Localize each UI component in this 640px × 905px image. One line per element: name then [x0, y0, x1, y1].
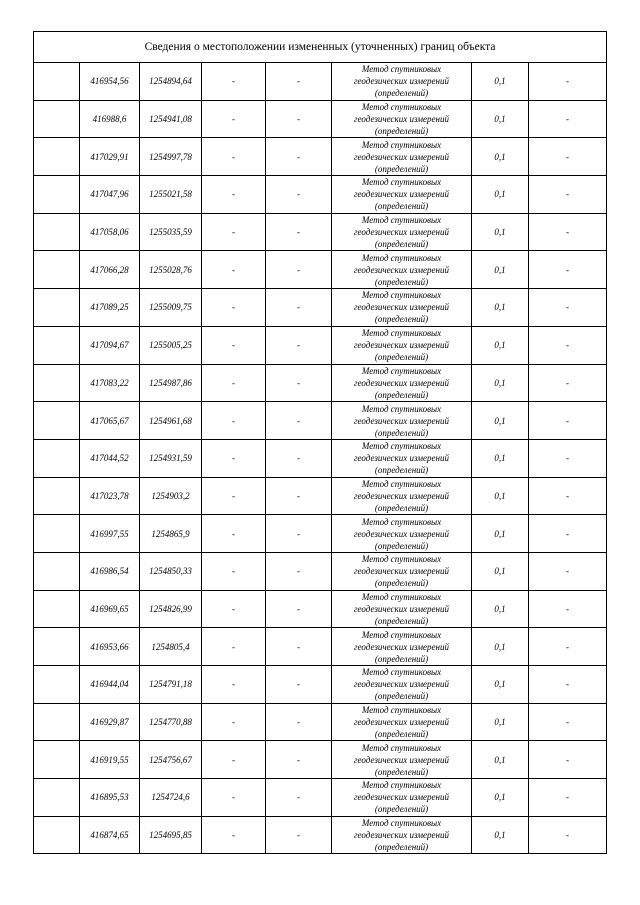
column-4-cell: -: [266, 402, 332, 440]
column-3-cell: -: [202, 816, 266, 854]
method-line: геодезических измерений: [354, 603, 449, 614]
x-coordinate-cell: 416997,55: [80, 515, 140, 553]
table-row: [34, 251, 607, 289]
accuracy-cell: 0,1: [472, 666, 529, 704]
column-4-cell: -: [266, 213, 332, 251]
column-4-cell: -: [266, 251, 332, 289]
method-line: Метод спутниковых: [361, 742, 442, 753]
accuracy-cell: 0,1: [472, 816, 529, 854]
point-number-cell: [34, 779, 80, 817]
y-coordinate-cell: 1255005,25: [140, 326, 202, 364]
accuracy-cell: 0,1: [472, 176, 529, 214]
method-line: (определений): [374, 352, 429, 363]
table-row: [34, 666, 607, 704]
point-number-cell: [34, 289, 80, 327]
method-line: Метод спутниковых: [361, 403, 442, 414]
accuracy-cell: 0,1: [472, 251, 529, 289]
point-number-cell: [34, 816, 80, 854]
column-4-cell: -: [266, 477, 332, 515]
column-3-cell: -: [202, 251, 266, 289]
y-coordinate-cell: 1254931,59: [140, 439, 202, 477]
column-4-cell: -: [266, 100, 332, 138]
column-3-cell: -: [202, 741, 266, 779]
column-3-cell: -: [202, 213, 266, 251]
method-cell: [332, 816, 472, 854]
column-4-cell: -: [266, 364, 332, 402]
method-line: Метод спутниковых: [361, 365, 442, 376]
accuracy-cell: 0,1: [472, 213, 529, 251]
y-coordinate-cell: 1254987,86: [140, 364, 202, 402]
column-8-cell: -: [529, 402, 607, 440]
accuracy-cell: 0,1: [472, 138, 529, 176]
method-cell: [332, 628, 472, 666]
column-3-cell: -: [202, 477, 266, 515]
column-3-cell: -: [202, 703, 266, 741]
column-4-cell: -: [266, 816, 332, 854]
method-cell: [332, 213, 472, 251]
point-number-cell: [34, 402, 80, 440]
method-cell: [332, 289, 472, 327]
method-line: Метод спутниковых: [361, 64, 442, 75]
method-line: Метод спутниковых: [361, 177, 442, 188]
method-cell: [332, 666, 472, 704]
method-line: Метод спутниковых: [361, 516, 442, 527]
column-4-cell: -: [266, 515, 332, 553]
x-coordinate-cell: 417029,91: [80, 138, 140, 176]
column-8-cell: -: [529, 477, 607, 515]
column-8-cell: -: [529, 439, 607, 477]
x-coordinate-cell: 417089,25: [80, 289, 140, 327]
point-number-cell: [34, 138, 80, 176]
table-row: [34, 402, 607, 440]
accuracy-cell: 0,1: [472, 326, 529, 364]
method-cell: [332, 176, 472, 214]
y-coordinate-cell: 1254941,08: [140, 100, 202, 138]
x-coordinate-cell: 416895,53: [80, 779, 140, 817]
column-3-cell: -: [202, 666, 266, 704]
method-line: Метод спутниковых: [361, 705, 442, 716]
y-coordinate-cell: 1254756,67: [140, 741, 202, 779]
column-8-cell: -: [529, 816, 607, 854]
column-3-cell: -: [202, 326, 266, 364]
method-cell: [332, 63, 472, 101]
method-cell: [332, 326, 472, 364]
method-line: геодезических измерений: [354, 528, 449, 539]
method-line: геодезических измерений: [354, 114, 449, 125]
point-number-cell: [34, 477, 80, 515]
method-line: Метод спутниковых: [361, 478, 442, 489]
method-line: (определений): [374, 804, 429, 815]
column-8-cell: -: [529, 552, 607, 590]
x-coordinate-cell: 416944,04: [80, 666, 140, 704]
accuracy-cell: 0,1: [472, 402, 529, 440]
method-line: геодезических измерений: [354, 76, 449, 87]
accuracy-cell: 0,1: [472, 364, 529, 402]
method-line: Метод спутниковых: [361, 667, 442, 678]
accuracy-cell: 0,1: [472, 703, 529, 741]
method-cell: [332, 138, 472, 176]
table-row: [34, 590, 607, 628]
x-coordinate-cell: 416919,55: [80, 741, 140, 779]
column-3-cell: -: [202, 364, 266, 402]
column-8-cell: -: [529, 213, 607, 251]
method-line: (определений): [374, 465, 429, 476]
column-8-cell: -: [529, 515, 607, 553]
y-coordinate-cell: 1254770,88: [140, 703, 202, 741]
method-line: (определений): [374, 201, 429, 212]
accuracy-cell: 0,1: [472, 477, 529, 515]
point-number-cell: [34, 176, 80, 214]
method-line: (определений): [374, 163, 429, 174]
y-coordinate-cell: 1254724,6: [140, 779, 202, 817]
point-number-cell: [34, 326, 80, 364]
x-coordinate-cell: 416874,65: [80, 816, 140, 854]
table-row: [34, 628, 607, 666]
method-line: геодезических измерений: [354, 377, 449, 388]
table-row: [34, 138, 607, 176]
accuracy-cell: 0,1: [472, 63, 529, 101]
y-coordinate-cell: 1255028,76: [140, 251, 202, 289]
column-4-cell: -: [266, 326, 332, 364]
table-row: [34, 213, 607, 251]
column-4-cell: -: [266, 590, 332, 628]
y-coordinate-cell: 1254865,9: [140, 515, 202, 553]
method-line: геодезических измерений: [354, 679, 449, 690]
document-sheet: [33, 31, 606, 854]
method-line: геодезических измерений: [354, 453, 449, 464]
method-line: (определений): [374, 389, 429, 400]
column-3-cell: -: [202, 439, 266, 477]
table-row: [34, 364, 607, 402]
method-line: геодезических измерений: [354, 340, 449, 351]
method-line: (определений): [374, 126, 429, 137]
column-8-cell: -: [529, 590, 607, 628]
method-line: (определений): [374, 427, 429, 438]
x-coordinate-cell: 417058,06: [80, 213, 140, 251]
column-3-cell: -: [202, 138, 266, 176]
column-4-cell: -: [266, 779, 332, 817]
y-coordinate-cell: 1254961,68: [140, 402, 202, 440]
point-number-cell: [34, 590, 80, 628]
column-4-cell: -: [266, 552, 332, 590]
point-number-cell: [34, 213, 80, 251]
method-line: геодезических измерений: [354, 227, 449, 238]
point-number-cell: [34, 515, 80, 553]
column-4-cell: -: [266, 703, 332, 741]
method-line: Метод спутниковых: [361, 102, 442, 113]
x-coordinate-cell: 417066,28: [80, 251, 140, 289]
column-4-cell: -: [266, 741, 332, 779]
y-coordinate-cell: 1254997,78: [140, 138, 202, 176]
point-number-cell: [34, 439, 80, 477]
column-3-cell: -: [202, 289, 266, 327]
table-row: [34, 326, 607, 364]
table-row: [34, 477, 607, 515]
x-coordinate-cell: 416988,6: [80, 100, 140, 138]
method-line: (определений): [374, 314, 429, 325]
x-coordinate-cell: 416969,65: [80, 590, 140, 628]
point-number-cell: [34, 666, 80, 704]
y-coordinate-cell: 1254903,2: [140, 477, 202, 515]
method-line: Метод спутниковых: [361, 290, 442, 301]
column-3-cell: -: [202, 515, 266, 553]
column-3-cell: -: [202, 628, 266, 666]
method-line: геодезических измерений: [354, 830, 449, 841]
column-3-cell: -: [202, 590, 266, 628]
method-line: (определений): [374, 540, 429, 551]
method-cell: [332, 552, 472, 590]
boundary-coordinates-table: [33, 31, 607, 854]
accuracy-cell: 0,1: [472, 628, 529, 666]
method-line: (определений): [374, 502, 429, 513]
method-line: (определений): [374, 653, 429, 664]
column-8-cell: -: [529, 779, 607, 817]
x-coordinate-cell: 417047,96: [80, 176, 140, 214]
column-3-cell: -: [202, 552, 266, 590]
method-line: геодезических измерений: [354, 490, 449, 501]
column-8-cell: -: [529, 666, 607, 704]
column-4-cell: -: [266, 289, 332, 327]
point-number-cell: [34, 741, 80, 779]
method-cell: [332, 439, 472, 477]
y-coordinate-cell: 1255009,75: [140, 289, 202, 327]
method-line: геодезических измерений: [354, 792, 449, 803]
x-coordinate-cell: 417065,67: [80, 402, 140, 440]
method-line: (определений): [374, 766, 429, 777]
method-cell: [332, 741, 472, 779]
point-number-cell: [34, 703, 80, 741]
method-line: (определений): [374, 615, 429, 626]
method-line: (определений): [374, 88, 429, 99]
method-line: (определений): [374, 729, 429, 740]
column-8-cell: -: [529, 289, 607, 327]
method-line: Метод спутниковых: [361, 328, 442, 339]
y-coordinate-cell: 1254826,99: [140, 590, 202, 628]
column-3-cell: -: [202, 402, 266, 440]
method-line: (определений): [374, 239, 429, 250]
x-coordinate-cell: 417023,78: [80, 477, 140, 515]
method-cell: [332, 100, 472, 138]
method-line: Метод спутниковых: [361, 554, 442, 565]
point-number-cell: [34, 628, 80, 666]
method-line: геодезических измерений: [354, 264, 449, 275]
table-row: [34, 703, 607, 741]
table-row: [34, 289, 607, 327]
table-row: [34, 816, 607, 854]
point-number-cell: [34, 364, 80, 402]
table-row: [34, 439, 607, 477]
accuracy-cell: 0,1: [472, 439, 529, 477]
table-row: [34, 100, 607, 138]
method-line: геодезических измерений: [354, 754, 449, 765]
x-coordinate-cell: 417044,52: [80, 439, 140, 477]
method-line: (определений): [374, 842, 429, 853]
accuracy-cell: 0,1: [472, 289, 529, 327]
column-8-cell: -: [529, 63, 607, 101]
column-4-cell: -: [266, 138, 332, 176]
method-line: Метод спутниковых: [361, 252, 442, 263]
method-cell: [332, 402, 472, 440]
table-row: [34, 779, 607, 817]
y-coordinate-cell: 1254894,64: [140, 63, 202, 101]
column-8-cell: -: [529, 703, 607, 741]
table-row: [34, 741, 607, 779]
method-line: Метод спутниковых: [361, 215, 442, 226]
method-line: Метод спутниковых: [361, 780, 442, 791]
table-title: Сведения о местоположении измененных (уточненных) границ объекта: [34, 32, 607, 63]
method-line: геодезических измерений: [354, 151, 449, 162]
method-cell: [332, 703, 472, 741]
column-3-cell: -: [202, 176, 266, 214]
y-coordinate-cell: 1255021,58: [140, 176, 202, 214]
method-line: (определений): [374, 276, 429, 287]
y-coordinate-cell: 1254850,33: [140, 552, 202, 590]
x-coordinate-cell: 416929,87: [80, 703, 140, 741]
column-8-cell: -: [529, 251, 607, 289]
column-8-cell: -: [529, 628, 607, 666]
method-line: Метод спутниковых: [361, 591, 442, 602]
method-line: Метод спутниковых: [361, 441, 442, 452]
table-row: [34, 552, 607, 590]
x-coordinate-cell: 416986,54: [80, 552, 140, 590]
method-line: Метод спутниковых: [361, 139, 442, 150]
column-8-cell: -: [529, 176, 607, 214]
column-4-cell: -: [266, 666, 332, 704]
accuracy-cell: 0,1: [472, 100, 529, 138]
table-row: [34, 176, 607, 214]
column-8-cell: -: [529, 100, 607, 138]
column-3-cell: -: [202, 779, 266, 817]
y-coordinate-cell: 1255035,59: [140, 213, 202, 251]
column-4-cell: -: [266, 628, 332, 666]
x-coordinate-cell: 417083,22: [80, 364, 140, 402]
table-body: [34, 63, 607, 854]
method-cell: [332, 477, 472, 515]
y-coordinate-cell: 1254805,4: [140, 628, 202, 666]
method-line: (определений): [374, 578, 429, 589]
method-line: геодезических измерений: [354, 641, 449, 652]
accuracy-cell: 0,1: [472, 779, 529, 817]
column-8-cell: -: [529, 138, 607, 176]
method-cell: [332, 251, 472, 289]
accuracy-cell: 0,1: [472, 515, 529, 553]
method-line: геодезических измерений: [354, 566, 449, 577]
method-line: геодезических измерений: [354, 302, 449, 313]
column-3-cell: -: [202, 100, 266, 138]
method-line: геодезических измерений: [354, 717, 449, 728]
method-line: Метод спутниковых: [361, 818, 442, 829]
point-number-cell: [34, 251, 80, 289]
method-cell: [332, 515, 472, 553]
method-line: Метод спутниковых: [361, 629, 442, 640]
point-number-cell: [34, 63, 80, 101]
method-line: геодезических измерений: [354, 189, 449, 200]
accuracy-cell: 0,1: [472, 741, 529, 779]
point-number-cell: [34, 100, 80, 138]
accuracy-cell: 0,1: [472, 590, 529, 628]
column-8-cell: -: [529, 741, 607, 779]
column-8-cell: -: [529, 326, 607, 364]
column-8-cell: -: [529, 364, 607, 402]
point-number-cell: [34, 552, 80, 590]
method-cell: [332, 364, 472, 402]
column-3-cell: -: [202, 63, 266, 101]
x-coordinate-cell: 416953,66: [80, 628, 140, 666]
accuracy-cell: 0,1: [472, 552, 529, 590]
table-row: [34, 63, 607, 101]
method-cell: [332, 590, 472, 628]
x-coordinate-cell: 416954,56: [80, 63, 140, 101]
y-coordinate-cell: 1254695,85: [140, 816, 202, 854]
method-line: геодезических измерений: [354, 415, 449, 426]
method-cell: [332, 779, 472, 817]
column-4-cell: -: [266, 176, 332, 214]
x-coordinate-cell: 417094,67: [80, 326, 140, 364]
method-line: (определений): [374, 691, 429, 702]
column-4-cell: -: [266, 63, 332, 101]
table-row: [34, 515, 607, 553]
column-4-cell: -: [266, 439, 332, 477]
y-coordinate-cell: 1254791,18: [140, 666, 202, 704]
